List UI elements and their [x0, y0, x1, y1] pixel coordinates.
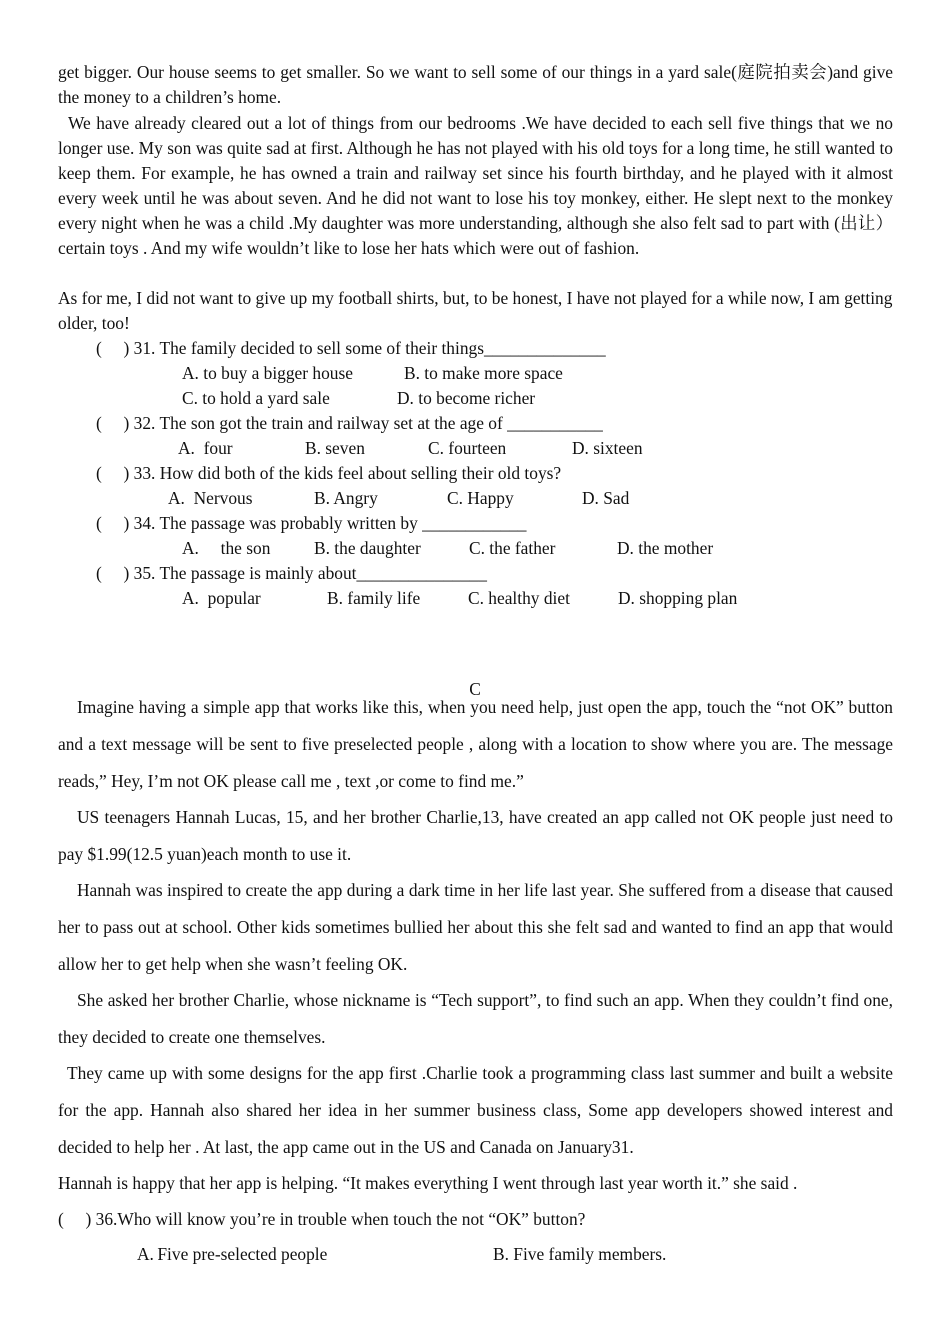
- passage-b-paragraph-1: get bigger. Our house seems to get smaller. So we want to sell some of our things in a yard sale(庭院拍卖会)and give the money to a children’s home.: [58, 62, 893, 107]
- question-34-stem: ( ) 34. The passage was probably written by ____________: [96, 513, 527, 533]
- passage-c-paragraph-1: Imagine having a simple app that works like this, when you need help, just open the app, touch the “not OK” button and a text message will be sent to five preselected people , along with a location to show where you are. The message reads,” Hey, I’m not OK please call me , text ,or come to find me.”: [58, 697, 893, 791]
- question-31-stem: ( ) 31. The family decided to sell some of their things______________: [96, 338, 606, 358]
- question-35-option-d[interactable]: D. shopping plan: [618, 588, 738, 608]
- question-32-option-b[interactable]: B. seven: [305, 438, 365, 458]
- question-36-stem: ( ) 36.Who will know you’re in trouble when touch the not “OK” button?: [58, 1209, 586, 1229]
- question-33-option-c[interactable]: C. Happy: [447, 488, 514, 508]
- passage-c-paragraph-4: She asked her brother Charlie, whose nickname is “Tech support”, to find such an app. When they couldn’t find one, they decided to create one themselves.: [58, 990, 893, 1047]
- question-35-option-c[interactable]: C. healthy diet: [468, 588, 570, 608]
- question-35-option-b[interactable]: B. family life: [327, 588, 421, 608]
- question-35-option-a[interactable]: A. popular: [182, 588, 261, 608]
- passage-b-paragraph-2: We have already cleared out a lot of things from our bedrooms .We have decided to each sell five things that we no longer use. My son was quite sad at first. Although he has not played with his old toys for a long time, he still wanted to keep them. For example, he has owned a train and railway set since his fourth birthday, and he played with it almost every week until he was about seven. And he did not want to lose his toy monkey, either. He slept next to the monkey every night when he was a child .My daughter was more understanding, although she also felt sad to part with (出让） certain toys . And my wife wouldn’t like to lose her hats which were out of fashion.: [58, 113, 893, 258]
- question-34-option-c[interactable]: C. the father: [469, 538, 556, 558]
- question-32-option-c[interactable]: C. fourteen: [428, 438, 507, 458]
- passage-c-paragraph-6: Hannah is happy that her app is helping. “It makes everything I went through last year worth it.” she said .: [58, 1173, 798, 1193]
- passage-c-paragraph-3: Hannah was inspired to create the app during a dark time in her life last year. She suffered from a disease that caused her to pass out at school. Other kids sometimes bullied her about this she felt sad and wanted to find an app that would allow her to get help when she wasn’t feeling OK.: [58, 880, 893, 974]
- question-31-option-d[interactable]: D. to become richer: [397, 388, 536, 408]
- question-34-option-b[interactable]: B. the daughter: [314, 538, 421, 558]
- passage-b-paragraph-3: As for me, I did not want to give up my football shirts, but, to be honest, I have not played for a while now, I am getting older, too!: [58, 288, 893, 333]
- question-31-option-a[interactable]: A. to buy a bigger house: [182, 363, 353, 383]
- section-c-heading: C: [469, 679, 481, 700]
- question-36-option-b[interactable]: B. Five family members.: [493, 1244, 667, 1264]
- question-34-option-d[interactable]: D. the mother: [617, 538, 714, 558]
- question-33-option-a[interactable]: A. Nervous: [168, 488, 253, 508]
- passage-c-paragraph-5: They came up with some designs for the app first .Charlie took a programming class last summer and built a website for the app. Hannah also shared her idea in her summer business class, Some app developers showed interest and decided to help her . At last, the app came out in the US and Canada on January31.: [58, 1063, 893, 1157]
- question-33-option-b[interactable]: B. Angry: [314, 488, 378, 508]
- question-32-stem: ( ) 32. The son got the train and railway set at the age of ___________: [96, 413, 603, 433]
- question-36-option-a[interactable]: A. Five pre-selected people: [137, 1244, 328, 1264]
- question-31-option-b[interactable]: B. to make more space: [404, 363, 563, 383]
- question-31-option-c[interactable]: C. to hold a yard sale: [182, 388, 330, 408]
- question-33-stem: ( ) 33. How did both of the kids feel about selling their old toys?: [96, 463, 562, 483]
- passage-c-paragraph-2: US teenagers Hannah Lucas, 15, and her brother Charlie,13, have created an app called not OK people just need to pay $1.99(12.5 yuan)each month to use it.: [58, 807, 893, 864]
- question-33-option-d[interactable]: D. Sad: [582, 488, 630, 508]
- question-35-stem: ( ) 35. The passage is mainly about_______________: [96, 563, 487, 583]
- question-32-option-d[interactable]: D. sixteen: [572, 438, 643, 458]
- question-34-option-a[interactable]: A. the son: [182, 538, 271, 558]
- question-32-option-a[interactable]: A. four: [178, 438, 233, 458]
